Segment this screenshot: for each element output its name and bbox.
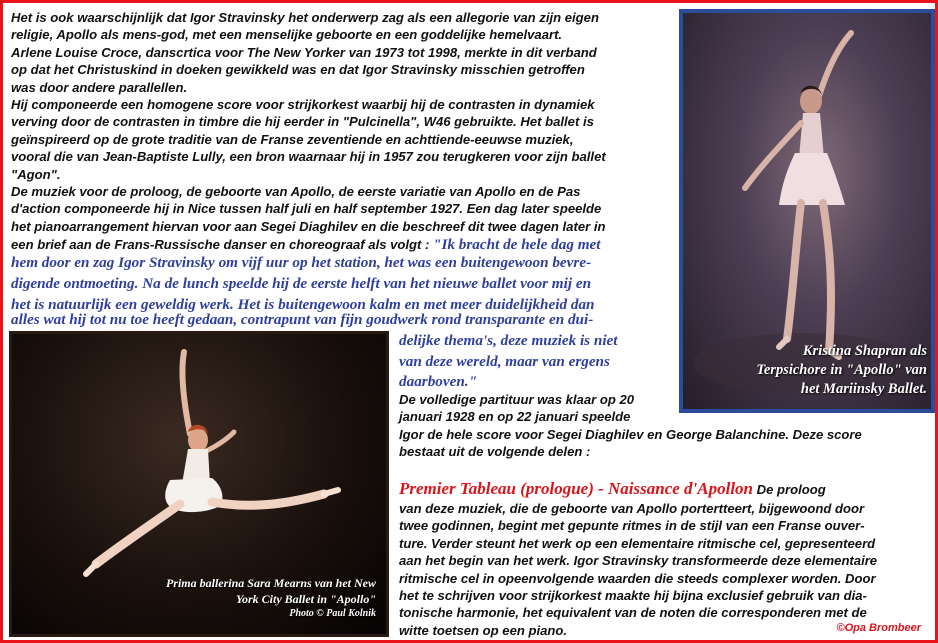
- quote-line: hem door en zag Igor Stravinsky om vijf uur op het station, het was een buitengewoon bevre-: [11, 254, 592, 271]
- text-line: Het is ook waarschijnlijk dat Igor Stravinsky het onderwerp zag als een allegorie van zijn eigen: [11, 10, 599, 25]
- caption-line: Kristina Shapran als: [802, 343, 927, 359]
- text-line: "Agon".: [11, 166, 61, 182]
- text-line: vooral die van Jean-Baptiste Lully, een bron waarnaar hij in 1957 zou terugkeren voor zijn ballet: [11, 149, 606, 165]
- text-line: tonische harmonie, het equivalent van de noten die corresponderen met de: [399, 605, 867, 621]
- caption-line: Prima ballerina Sara Mearns van het New: [165, 576, 376, 590]
- text-line-start: een brief aan de Frans-Russische danser en choreograaf als volgt :: [11, 237, 434, 253]
- text-line: ture. Verder steunt het werk op een elementaire ritmische cel, gepresenteerd: [399, 535, 876, 551]
- dancer-photo-left: [9, 331, 389, 637]
- text-line: was door andere parallellen.: [11, 79, 188, 95]
- text-line: d'action componeerde hij in Nice tussen half juli en half september 1927. Een dag later speelde: [11, 201, 602, 217]
- quote-line: het is natuurlijk een geweldig werk. Het is buitengewoon kalm en met meer duidelijkheid dan: [11, 295, 595, 313]
- text-line: aan het begin van het werk. Igor Stravinsky transformeerde deze elementaire: [399, 553, 878, 569]
- photo-caption-left: [76, 575, 376, 620]
- text-line: witte toetsen op een piano.: [399, 622, 568, 638]
- section-heading: Premier Tableau (prologue) - Naissance d'Apollon: [399, 479, 754, 498]
- photo-caption-right: [691, 342, 927, 399]
- dancer-photo-right: [679, 9, 935, 413]
- text-line: van deze muziek, die de geboorte van Apollo portertteert, bijgewoond door: [399, 501, 865, 516]
- text-line: geïnspireerd op de grote traditie van de Franse zeventiende en achttiende-eeuwse muziek,: [11, 131, 574, 147]
- text-line: De volledige partituur was klaar op 20: [399, 392, 635, 407]
- text-line: het te schrijven voor strijkorkest maakte hij bijna exclusief gebruik van dia-: [399, 588, 867, 603]
- text-line: ritmische cel in opeenvolgende waarden die steeds complexer worden. Door: [399, 570, 876, 586]
- text-line: twee godinnen, begint met gepunte ritmes in de stijl van een Franse ouver-: [399, 518, 865, 534]
- text-line: Igor de hele score voor Segei Diaghilev en George Balanchine. Deze score: [399, 426, 862, 442]
- text-line: het pianoarrangement hiervan voor aan Segei Diaghilev en die beschreef dit twee dagen later in: [11, 218, 606, 234]
- photo-image: [12, 334, 386, 634]
- text-line: Hij componeerde een homogene score voor strijkorkest waarbij hij de contrasten in dynamiek: [11, 97, 595, 112]
- section-heading-line: [399, 479, 826, 500]
- caption-line: Terpsichore in "Apollo" van: [756, 362, 927, 378]
- photo-credit: Photo © Paul Kolnik: [289, 608, 376, 619]
- photo-image: [683, 13, 931, 409]
- text-line: verving door de contrasten in timbre die hij eerder in "Pulcinella", W46 gebruikte. Het ballet is: [11, 114, 594, 130]
- quote-line: digende ontmoeting. Na de lunch speelde hij de eerste helft van het nieuwe ballet voor mij en: [11, 274, 592, 292]
- quote-line: delijke thema's, deze muziek is niet: [399, 331, 618, 349]
- text-line: bestaat uit de volgende delen :: [399, 444, 591, 460]
- caption-line: York City Ballet in "Apollo": [235, 592, 376, 606]
- text-line: januari 1928 en op 22 januari speelde: [399, 409, 631, 425]
- text-line: op dat het Christuskind in doeken gewikkeld was en dat Igor Stravinsky misschien getroffen: [11, 62, 585, 78]
- quote-line: van deze wereld, maar van ergens: [399, 352, 610, 370]
- quote-line: alles wat hij tot nu toe heeft gedaan, contrapunt van fijn goudwerk rond transparante en dui-: [11, 311, 594, 328]
- text-line: Arlene Louise Croce, danscrtica voor The New Yorker van 1973 tot 1998, merkte in dit verband: [11, 44, 597, 60]
- text-line-end: De proloog: [753, 482, 826, 497]
- author-signature: ©Opa Brombeer: [836, 622, 921, 634]
- quote-line: daarboven.": [399, 373, 478, 391]
- diaghilev-quote-start: "Ik bracht de hele dag met: [433, 236, 601, 254]
- caption-line: het Mariinsky Ballet.: [800, 381, 927, 397]
- text-line: religie, Apollo als mens-god, met een menselijke geboorte en een goddelijke hemelvaart.: [11, 27, 563, 43]
- text-line: De muziek voor de proloog, de geboorte van Apollo, de eerste variatie van Apollo en de Pas: [11, 184, 581, 199]
